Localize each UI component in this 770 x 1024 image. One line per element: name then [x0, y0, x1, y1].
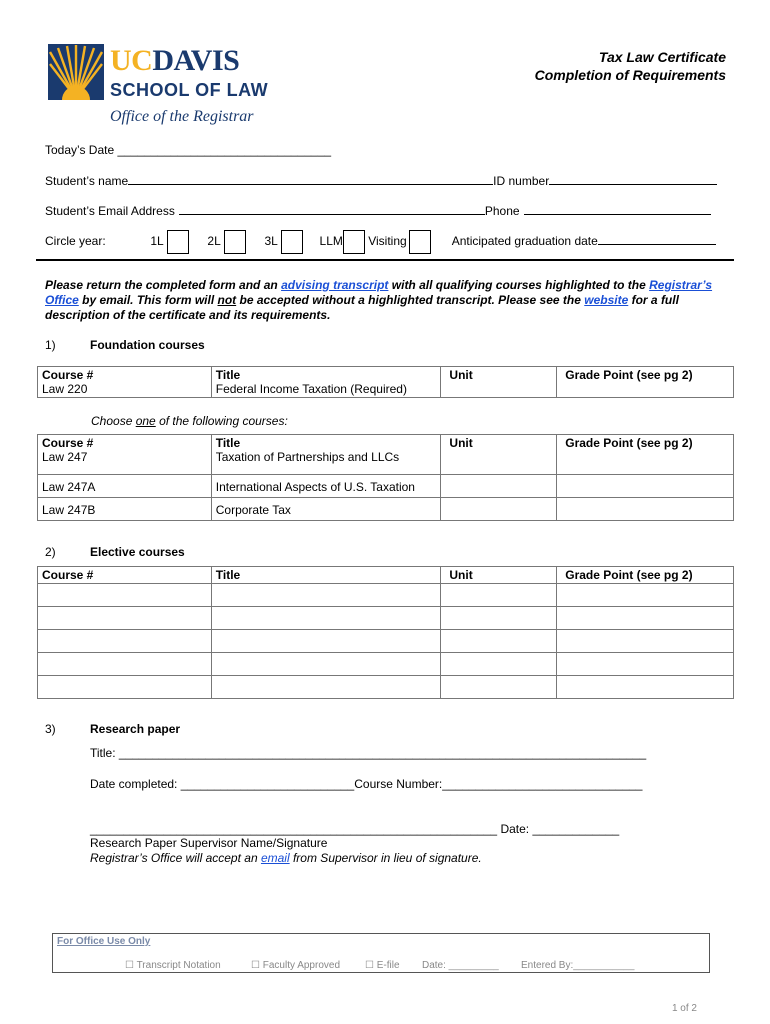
course-cell: Course # Law 247: [38, 435, 212, 475]
course-cell: Course # Law 220: [38, 367, 212, 398]
students-name-label: Student’s name: [45, 174, 129, 188]
section1-number: 1): [45, 338, 56, 352]
course-cell[interactable]: [38, 584, 212, 607]
table-row: [38, 584, 734, 607]
title-cell[interactable]: [211, 584, 441, 607]
title-header: Title: [211, 567, 441, 584]
course-cell: Law 247A: [38, 475, 212, 498]
title-cell[interactable]: [211, 607, 441, 630]
title-cell: Corporate Tax: [211, 498, 441, 521]
grade-cell[interactable]: [557, 584, 734, 607]
office-date-field[interactable]: Date: _________: [422, 960, 499, 971]
office-use-heading: For Office Use Only: [57, 936, 151, 947]
title-cell[interactable]: [211, 630, 441, 653]
course-cell[interactable]: [38, 607, 212, 630]
year-3l-checkbox[interactable]: [281, 230, 303, 254]
unit-cell[interactable]: [441, 630, 557, 653]
table-row: [38, 435, 734, 475]
page-title: Tax Law Certificate Completion of Requirements: [534, 49, 726, 83]
grade-cell[interactable]: [557, 498, 734, 521]
year-visiting-label: Visiting: [368, 234, 407, 249]
students-name-row: [45, 173, 717, 188]
grade-cell[interactable]: Grade Point (see pg 2): [557, 435, 734, 475]
phone-input[interactable]: [524, 203, 711, 215]
entered-by-field[interactable]: Entered By:___________: [521, 960, 635, 971]
circle-year-row: [45, 230, 716, 254]
title-cell: Title Taxation of Partnerships and LLCs: [211, 435, 441, 475]
registrar-note: Registrar’s Office will accept an email from Supervisor in lieu of signature.: [90, 851, 482, 865]
table-row: [38, 676, 734, 699]
unit-cell[interactable]: Unit: [441, 367, 557, 398]
date-course-field[interactable]: Date completed: __________________________Course Number:______________________________: [90, 777, 643, 791]
instructions: Please return the completed form and an advising transcript with all qualifying courses highlighted to the Registrar’s Office by email. This form will not be accepted without a highlighted transcript. Please see the website for a full description of the certificate and its requirements.: [45, 278, 713, 322]
email-row: [45, 203, 711, 218]
unit-cell[interactable]: Unit: [441, 435, 557, 475]
elective-table: [37, 566, 734, 699]
supervisor-signature-field[interactable]: _____________________________________________________________ Date: _____________: [90, 822, 620, 836]
email-label: Student’s Email Address: [45, 204, 175, 218]
year-llm-label: LLM: [319, 234, 343, 249]
todays-date-field[interactable]: Today’s Date ________________________________: [45, 143, 332, 157]
section1-heading: Foundation courses: [90, 338, 205, 352]
course-cell[interactable]: [38, 653, 212, 676]
sunburst-icon: [48, 44, 104, 100]
year-visiting-checkbox[interactable]: [409, 230, 431, 254]
choose-one-note: Choose one of the following courses:: [91, 414, 288, 428]
table-row: [38, 367, 734, 398]
course-cell[interactable]: [38, 676, 212, 699]
table-row: [38, 498, 734, 521]
year-llm-checkbox[interactable]: [343, 230, 365, 254]
grade-cell[interactable]: [557, 676, 734, 699]
id-number-label: ID number: [493, 174, 550, 188]
grade-cell[interactable]: [557, 653, 734, 676]
faculty-approved-checkbox[interactable]: ☐ Faculty Approved: [251, 960, 341, 971]
year-1l-label: 1L: [150, 234, 164, 249]
grade-cell[interactable]: [557, 630, 734, 653]
registrars-office-link[interactable]: Registrar’s Office: [45, 278, 713, 307]
students-name-input[interactable]: [128, 173, 493, 185]
course-cell[interactable]: [38, 630, 212, 653]
supervisor-label: Research Paper Supervisor Name/Signature: [90, 836, 328, 850]
header-divider: [36, 259, 734, 261]
unit-cell[interactable]: [441, 676, 557, 699]
efile-checkbox[interactable]: ☐ E-file: [365, 960, 400, 971]
unit-cell[interactable]: [441, 584, 557, 607]
year-2l-checkbox[interactable]: [224, 230, 246, 254]
phone-label: Phone: [484, 204, 520, 218]
course-header: Course #: [38, 567, 212, 584]
section3-heading: Research paper: [90, 722, 181, 736]
foundation-table: [37, 366, 734, 398]
advising-transcript-link[interactable]: advising transcript: [281, 278, 389, 292]
table-row: [38, 653, 734, 676]
circle-year-label: Circle year:: [45, 234, 106, 249]
email-input[interactable]: [179, 203, 485, 215]
section2-number: 2): [45, 545, 56, 559]
section2-heading: Elective courses: [90, 545, 185, 559]
table-row: [38, 567, 734, 584]
table-row: [38, 607, 734, 630]
grade-header: Grade Point (see pg 2): [557, 567, 734, 584]
section3-number: 3): [45, 722, 56, 736]
unit-cell[interactable]: [441, 607, 557, 630]
unit-cell[interactable]: [441, 653, 557, 676]
page-number: 1 of 2: [671, 1003, 697, 1014]
title-cell[interactable]: [211, 653, 441, 676]
email-link[interactable]: email: [260, 851, 290, 865]
year-2l-label: 2L: [207, 234, 221, 249]
grade-cell[interactable]: [557, 475, 734, 498]
grade-cell[interactable]: [557, 607, 734, 630]
logo-office: Office of the Registrar: [110, 108, 254, 125]
logo-school: SCHOOL OF LAW: [110, 80, 269, 100]
unit-cell[interactable]: [441, 498, 557, 521]
title-cell[interactable]: [211, 676, 441, 699]
choose-table: [37, 434, 734, 521]
year-3l-label: 3L: [264, 234, 278, 249]
title-cell: Title Federal Income Taxation (Required): [211, 367, 441, 398]
grade-cell[interactable]: Grade Point (see pg 2): [557, 367, 734, 398]
graduation-input[interactable]: [598, 233, 716, 245]
paper-title-field[interactable]: Title: _______________________________________________________________________________: [90, 746, 647, 760]
unit-header: Unit: [441, 567, 557, 584]
id-number-input[interactable]: [549, 173, 717, 185]
logo-wordmark: UCDAVIS: [110, 44, 240, 77]
course-cell: Law 247B: [38, 498, 212, 521]
unit-cell[interactable]: [441, 475, 557, 498]
logo: [48, 44, 278, 128]
office-use-box: [52, 933, 710, 973]
year-1l-checkbox[interactable]: [167, 230, 189, 254]
graduation-label: Anticipated graduation date: [451, 234, 598, 249]
title-cell: International Aspects of U.S. Taxation: [211, 475, 441, 498]
table-row: [38, 475, 734, 498]
table-row: [38, 630, 734, 653]
website-link[interactable]: website: [584, 293, 629, 307]
transcript-notation-checkbox[interactable]: ☐ Transcript Notation: [125, 960, 221, 971]
